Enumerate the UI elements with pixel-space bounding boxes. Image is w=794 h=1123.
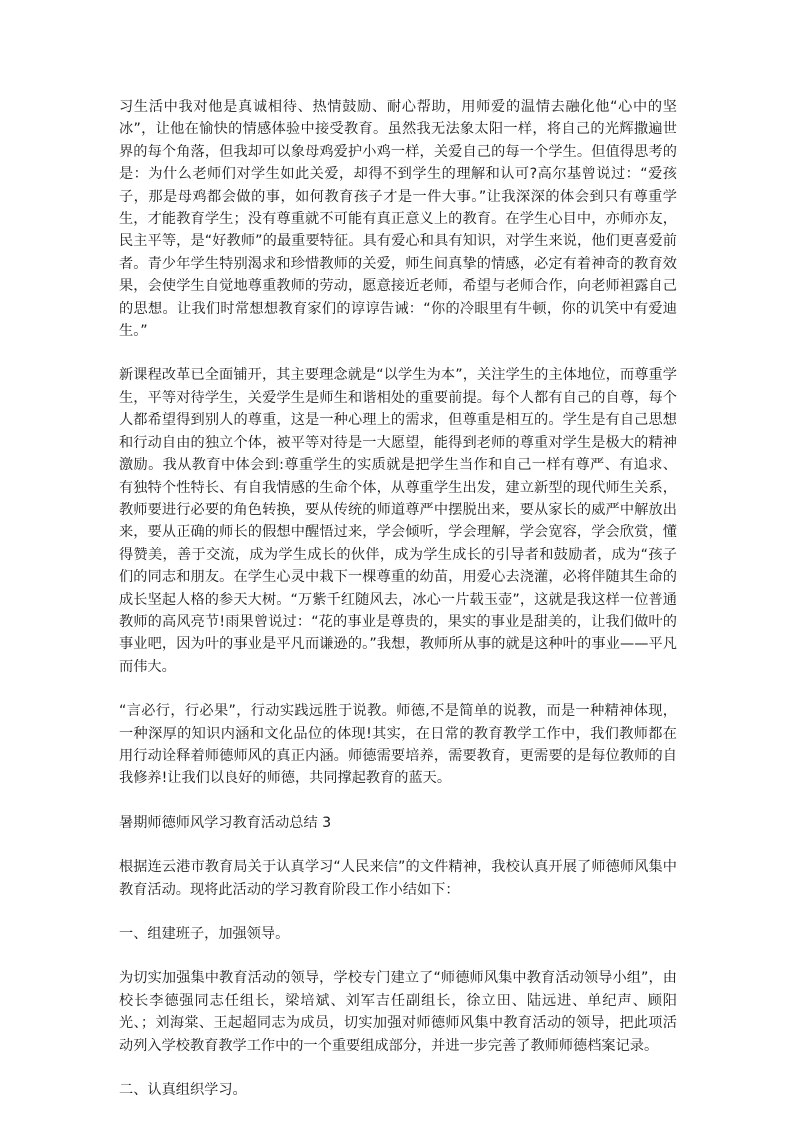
paragraph-introduction: 根据连云港市教育局关于认真学习“人民来信”的文件精神，我校认真开展了师德师风集中教育活动。现将此活动的学习教育阶段工作小结如下：: [119, 859, 677, 898]
subheading-build-team: 一、组建班子，加强领导。: [119, 926, 290, 942]
paragraph-action-practice: “言必行，行必果”，行动实践远胜于说教。师德,不是简单的说教，而是一种精神体现，一种深厚的知识内涵和文化品位的体现!其实，在日常的教育教学工作中，我们教师都在用行动诠释着师德师风的真正内涵。师德需要培养，需要教育，更需要的是每位教师的自我修养!让我们以良好的师德，共同撑起教育的蓝天。: [119, 703, 677, 787]
section-title-summary-3: 暑期师德师风学习教育活动总结 3: [119, 814, 332, 831]
paragraph-new-curriculum: 新课程改革已全面铺开，其主要理念就是“以学生为本”，关注学生的主体地位，而尊重学生，平等对待学生，关爱学生是师生和谐相处的重要前提。每个人都有自己的自尊，每个人都希望得到别人的尊重，这是一种心理上的需求，但尊重是相互的。学生是有自己思想和行动自由的独立个体，被平等对待是一大愿望，能得到老师的尊重对学生是极大的精神激励。我从教育中体会到:尊重学生的实质就是把学生当作和自己一样有尊严、有追求、有独特个性特长、有自我情感的生命个体，从尊重学生出发，建立新型的现代师生关系，教师要进行必要的角色转换，要从传统的师道尊严中摆脱出来，要从家长的威严中解放出来，要从正确的师长的假想中醒悟过来，学会倾听，学会理解，学会宽容，学会欣赏，懂得赞美，善于交流，成为学生成长的伙伴，成为学生成长的引导者和鼓励者，成为“孩子们的同志和朋友。在学生心灵中栽下一棵尊重的幼苗，用爱心去浇灌，必将伴随其生命的成长坚起人格的参天大树。“万紫千红随风去，冰心一片载玉壶”，这就是我这样一位普通教师的高风亮节!雨果曾说过：“花的事业是尊贵的，果实的事业是甜美的，让我们做叶的事业吧，因为叶的事业是平凡而谦逊的。”我想，教师所从事的就是这种叶的事业——平凡而伟大。: [119, 367, 677, 675]
paragraph-respect-and-love: 习生活中我对他是真诚相待、热情鼓励、耐心帮助，用师爱的温情去融化他“心中的坚冰”，让他在愉快的情感体验中接受教育。虽然我无法象太阳一样，将自己的光辉撒遍世界的每个角落，但我却可以象母鸡爱护小鸡一样，关爱自己的每一个学生。但值得思考的是：为什么老师们对学生如此关爱，却得不到学生的理解和认可?高尔基曾说过：“爱孩子，那是母鸡都会做的事，如何教育孩子才是一件大事。”让我深深的体会到只有尊重学生，才能教育学生；没有尊重就不可能有真正意义上的教育。在学生心目中，亦师亦友，民主平等，是“好教师”的最重要特征。具有爱心和具有知识，对学生来说，他们更喜爱前者。青少年学生特别渴求和珍惜教师的关爱，师生间真挚的情感，必定有着神奇的教育效果，会使学生自觉地尊重教师的劳动，愿意接近老师，希望与老师合作，向老师袒露自己的思想。让我们时常想想教育家们的谆谆告诫：“你的冷眼里有牛顿，你的讥笑中有爱迪生。”: [119, 99, 677, 340]
subheading-organize-study: 二、认真组织学习。: [119, 1082, 247, 1099]
document-page: [119, 96, 677, 1123]
paragraph-leadership-group: 为切实加强集中教育活动的领导，学校专门建立了“师德师风集中教育活动领导小组”，由校长李德强同志任组长，梁培斌、刘军吉任副组长，徐立田、陆远进、单纪声、顾阳光、；刘海棠、王起超同志为成员，切实加强对师德师风集中教育活动的领导，把此项活动列入学校教育教学工作中的一个重要组成部分，并进一步完善了教师师德档案记录。: [119, 970, 677, 1054]
